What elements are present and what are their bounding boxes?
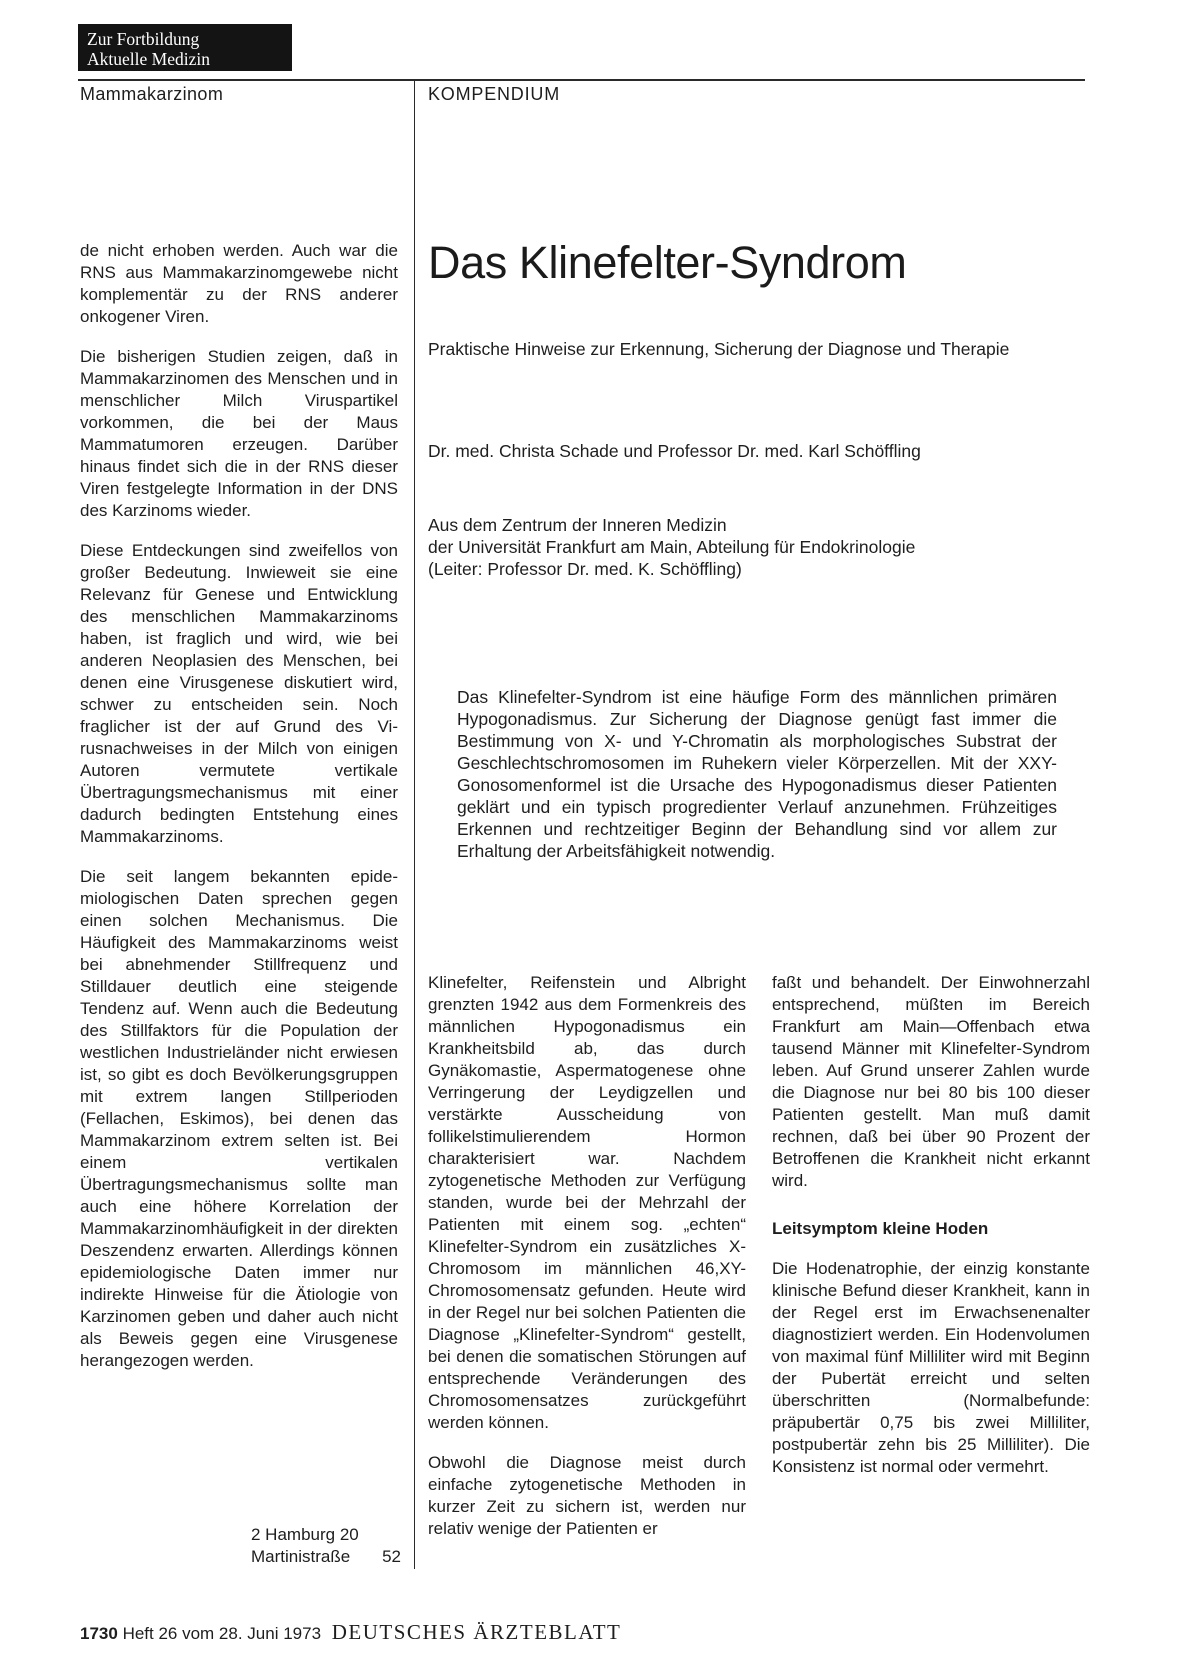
right-column: [772, 972, 1090, 1496]
body-paragraph: Klinefelter, Reifenstein und Albright grenzten 1942 aus dem Formenkreis des männlichen Hypogonadismus ein Krankheitsbild ab, das durch Gynäkomastie, Aspermatogenese ohne Verringerung der Leydigzellen und verstärkte Ausscheidung von follikelstimulierendem Hormon charakterisiert war. Nachdem zytogenetische Methoden zur Verfügung standen, wurde bei der Mehrzahl der Patienten mit einem sog. „echten“ Klinefelter-Syndrom ein zusätzliches X-Chromosom im männlichen 46,XY-Chromosomensatz gefunden. Heute wird in der Regel nur bei solchen Patienten die Diagnose „Klinefelter-Syndrom“ gestellt, bei denen die somatischen Störungen auf entsprechende Veränderungen des Chromosomensatzes zurückgeführt werden können.: [428, 973, 746, 1432]
article-title: Das Klinefelter-Syndrom: [428, 237, 907, 288]
left-paragraph: Die bisherigen Studien zeigen, daß in Mammakarzinomen des Menschen und in menschlicher Milch Viruspartikel vorkommen, die bei der Maus Mammatumoren erzeugen. Darüber hinaus findet sich die in der RNS dieser Viren festgelegte Information in der DNS des Karzinoms wieder.: [80, 347, 398, 520]
affiliation-line-2: der Universität Frankfurt am Main, Abteilung für Endokrinologie: [428, 537, 916, 557]
rubric-line-2: Aktuelle Medizin: [87, 49, 210, 69]
issue-info: Heft 26 vom 28. Juni 1973: [122, 1624, 322, 1643]
article-abstract: Das Klinefelter-Syndrom ist eine häufige Form des männlichen primären Hypogonadismus. Zur Sicherung der Diagnose genügt fast immer die Bestimmung von X- und Y-Chromatin als morphologisches Substrat der Geschlechtschromosomen im Ruhekern vieler Körperzellen. Mit der XXY-Gonosomenformel ist die Ursache des Hypogonadismus dieser Patienten geklärt und ein typisch progredienter Verlauf anzunehmen. Frühzeitiges Erkennen und rechtzeitiger Beginn der Behandlung sind vor allem zur Erhaltung der Arbeitsfähigkeit notwendig.: [457, 687, 1057, 861]
author-address: [251, 1524, 401, 1568]
column-divider: [414, 79, 415, 1569]
section-label-right: KOMPENDIUM: [428, 84, 561, 104]
article-affiliation: [428, 514, 915, 580]
left-paragraph: Diese Entdeckungen sind zweifellos von großer Bedeutung. Inwieweit sie eine Relevanz für Genese und Entwicklung des menschlichen Mammakarzinoms haben, ist fraglich und wird, wie bei anderen Neoplasien des Menschen, bei denen eine Virusgenese diskutiert wird, schwer zu entscheiden sein. Noch fraglicher ist der auf Grund des Virusnachweises in der Milch von einigen Autoren vermutete vertikale Übertragungsmechanismus mit einer dadurch bedingten Entstehung eines Mammakarzinoms.: [80, 541, 398, 846]
address-street: Martinistraße: [251, 1547, 351, 1566]
left-paragraph: Die seit langem bekannten epidemiologischen Daten sprechen gegen einen solchen Mechanismus. Die Häufigkeit des Mammakarzinoms weist bei abnehmender Stillfrequenz und Stilldauer deutlich eine steigende Tendenz auf. Wenn auch die Bedeutung des Stillfaktors für die Population der westlichen Industrieländer nicht erwiesen ist, so gibt es doch Bevölkerungsgruppen mit extrem langen Stillperioden (Fellachen, Eskimos), bei denen das Mammakarzinom extrem selten ist. Bei einem vertikalen Übertragungsmechanismus sollte man auch eine höhere Korrelation der Mammakarzinomhäufigkeit in der direkten Deszendenz erwarten. Allerdings können epidemiologische Daten immer nur indirekte Hinweise für die Ätiologie von Karzinomen geben und daher auch nicht als Beweis gegen eine Virusgenese herangezogen werden.: [80, 867, 398, 1370]
section-label-left: Mammakarzinom: [80, 84, 224, 104]
header-rule: [78, 79, 1085, 81]
rubric-badge: [78, 24, 292, 71]
article-authors: Dr. med. Christa Schade und Professor Dr. med. Karl Schöffling: [428, 441, 921, 461]
affiliation-line-1: Aus dem Zentrum der Inneren Medizin: [428, 515, 727, 535]
page-number: 1730: [80, 1624, 118, 1643]
journal-name: DEUTSCHES ÄRZTEBLATT: [331, 1620, 622, 1644]
address-line-2: [251, 1546, 401, 1568]
page-footer: [80, 1620, 621, 1645]
rubric-line-1: Zur Fortbildung: [87, 29, 200, 49]
body-paragraph: Die Hodenatrophie, der einzig konstante klinische Befund dieser Krankheit, kann in der Regel erst im Erwachsenenalter diagnostiziert werden. Ein Hodenvolumen von maximal fünf Milliliter wird mit Beginn der Pubertät erreicht und selten überschritten (Normalbefunde: präpubertär 0,75 bis zwei Milliliter, postpubertär zehn bis 25 Milliliter). Die Konsistenz ist normal oder vermehrt.: [772, 1259, 1090, 1476]
address-line-1: 2 Hamburg 20: [251, 1525, 359, 1544]
body-paragraph: Obwohl die Diagnose meist durch einfache zytogenetische Methoden in kurzer Zeit zu sichern ist, werden nur relativ wenige der Patienten er: [428, 1453, 746, 1538]
address-number: 52: [382, 1547, 401, 1566]
affiliation-line-3: (Leiter: Professor Dr. med. K. Schöffling): [428, 559, 742, 579]
middle-column: [428, 972, 746, 1558]
left-column: [80, 240, 398, 1390]
article-subtitle: Praktische Hinweise zur Erkennung, Sicherung der Diagnose und Therapie: [428, 339, 1010, 359]
body-paragraph: faßt und behandelt. Der Einwohnerzahl entsprechend, müßten im Bereich Frankfurt am Main—Offenbach etwa tausend Männer mit Klinefelter-Syndrom leben. Auf Grund unserer Zahlen wurde die Diagnose nur bei 80 bis 100 dieser Patienten gestellt. Man muß damit rechnen, daß bei über 90 Prozent der Betroffenen die Krankheit nicht erkannt wird.: [772, 973, 1090, 1190]
section-heading: Leitsymptom kleine Hoden: [772, 1219, 989, 1238]
left-paragraph: de nicht erhoben werden. Auch war die RNS aus Mammakarzinomgewebe nicht komplementär zu der RNS anderer onkogener Viren.: [80, 241, 398, 326]
